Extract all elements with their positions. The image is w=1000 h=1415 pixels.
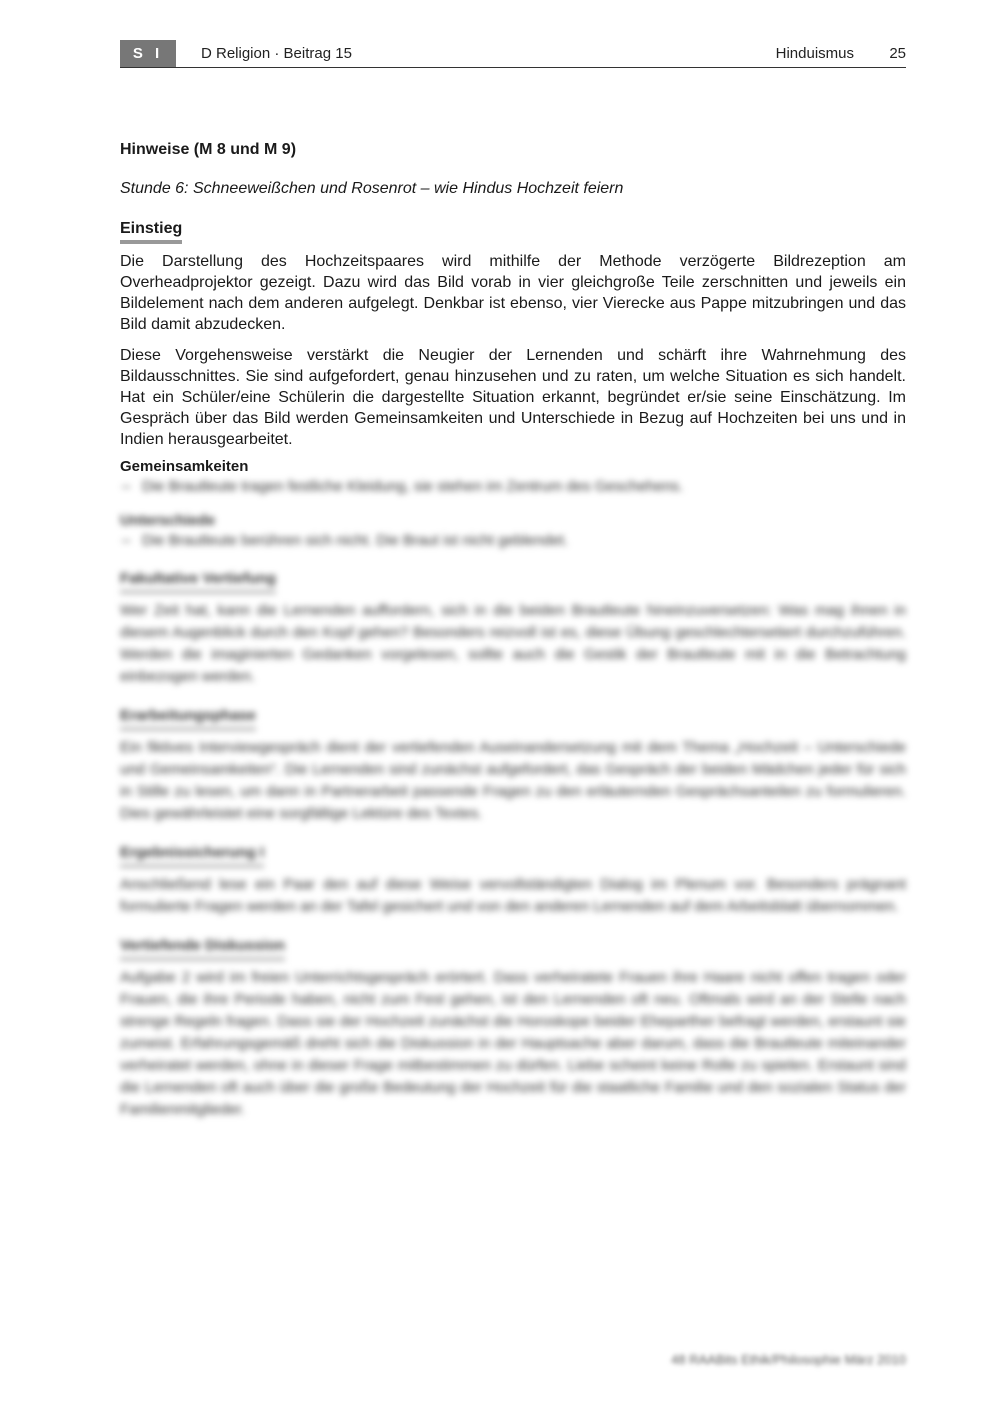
series-label: D Religion · Beitrag 15 [201, 45, 352, 62]
subheading: Unterschiede [120, 512, 216, 529]
paragraph: Die Darstellung des Hochzeitspaares wird mithilfe der Methode verzögerte Bildrezeption am Overheadprojektor gezeigt. Dazu wird das Bild vorab in vier gleichgroße Teile zerschnitten und jeweils ein Bildelement nach dem anderen aufgelegt. Denkbar ist ebenso, vier Vierecke aus Pappe mitzubringen und das Bild damit abzudecken. [120, 253, 906, 333]
footer-credit: 48 RAABits Ethik/Philosophie März 2010 [671, 1352, 906, 1367]
subheading-gemeinsamkeiten: Gemeinsamkeiten [120, 458, 249, 475]
section-heading: Vertiefende Diskussion [120, 936, 285, 961]
paragraph: Aufgabe 2 wird im freien Unterrichtsgespräch erörtert. Dass verheiratete Frauen ihre Haare nicht offen tragen oder Frauen, die ihre Periode haben, nicht zum Fest gehen, ist den Lernenden oft neu. Oftmals wird an der Stelle nach strenge Regeln fragen. Dass sie der Hochzeit zunächst die Horoskope beider Eheparther befragt werden, erstaunt sie zumeist. Erfahrungsgemäß dreht sich die Diskussion in der Hauptsache aber darum, dass die Brautleute miteinander verheiratet werden, ohne in dieser Frage mitbestimmen zu dürfen. Liebe scheint keine Rolle zu spielen. Erstaunt sind die Lernenden oft auch über die große Bedeutung der Hochzeit für die staatliche Familie und den sozialen Status der Familienmitglieder. [120, 969, 906, 1118]
section-heading-einstieg: Einstieg [120, 219, 182, 244]
page-header [120, 40, 906, 68]
document-page [120, 40, 906, 1118]
section-heading: Fakultative Vertiefung [120, 569, 276, 594]
page-number: 25 [889, 45, 906, 62]
blurred-preview-region [120, 477, 906, 1121]
lesson-title: Stunde 6: Schneeweißchen und Rosenrot – wie Hindus Hochzeit feiern [120, 180, 624, 197]
section-heading: Erarbeitungsphase [120, 706, 256, 731]
section-heading: Ergebnissicherung I [120, 843, 264, 868]
level-badge: S I [120, 40, 176, 67]
page-title: Hinweise (M 8 und M 9) [120, 141, 297, 158]
topic-label: Hinduismus [775, 45, 854, 62]
list-item: – Die Brautleute tragen festliche Kleidung, sie stehen im Zentrum des Geschehens. [120, 477, 906, 497]
list-item: – Die Brautleute berühren sich nicht. Die Braut ist nicht geblendet. [120, 531, 906, 551]
paragraph: Anschließend lese ein Paar den auf diese Weise vervollständigten Dialog im Plenum vor. Besonders prägnant formulierte Fragen werden an der Tafel gesichert und von den anderen Lernenden auf dem Arbeitsblatt übernommen. [120, 876, 906, 915]
paragraph: Diese Vorgehensweise verstärkt die Neugier der Lernenden und schärft ihre Wahrnehmung des Bildausschnittes. Sie sind aufgefordert, genau hinzusehen und zu raten, um welche Situation es sich handelt. Hat ein Schüler/eine Schülerin die dargestellte Situation erkannt, begründet er/sie seine Einschätzung. Im Gespräch über das Bild werden Gemeinsamkeiten und Unterschiede in Bezug auf Hochzeiten bei uns und in Indien herausgearbeitet. [120, 347, 906, 448]
main-content [120, 140, 906, 1121]
paragraph: Wer Zeit hat, kann die Lernenden auffordern, sich in die beiden Brautleute hineinzuversetzen: Was mag ihnen in diesem Augenblick durch den Kopf gehen? Besonders reizvoll ist es, diese Übung geschlechtersetiert durchzuführen. Werden die imaginierten Gedanken vorgelesen, sollte auch die Gestik der Brautleute mit in die Betrachtung einbezogen werden. [120, 602, 906, 685]
paragraph: Ein fiktives Interviewgespräch dient der vertiefenden Auseinandersetzung mit dem Thema „Hochzeit – Unterschiede und Gemeinsamkeiten“. Die Lernenden sind zunächst aufgefordert, das Gespräch der beiden Mädchen jeder für sich in Stille zu lesen, um dann in Partnerarbeit passende Fragen zu den erläuternden Gesprächsanteilen zu formulieren. Dies gewährleistet eine sorgfältige Lektüre des Textes. [120, 739, 906, 822]
